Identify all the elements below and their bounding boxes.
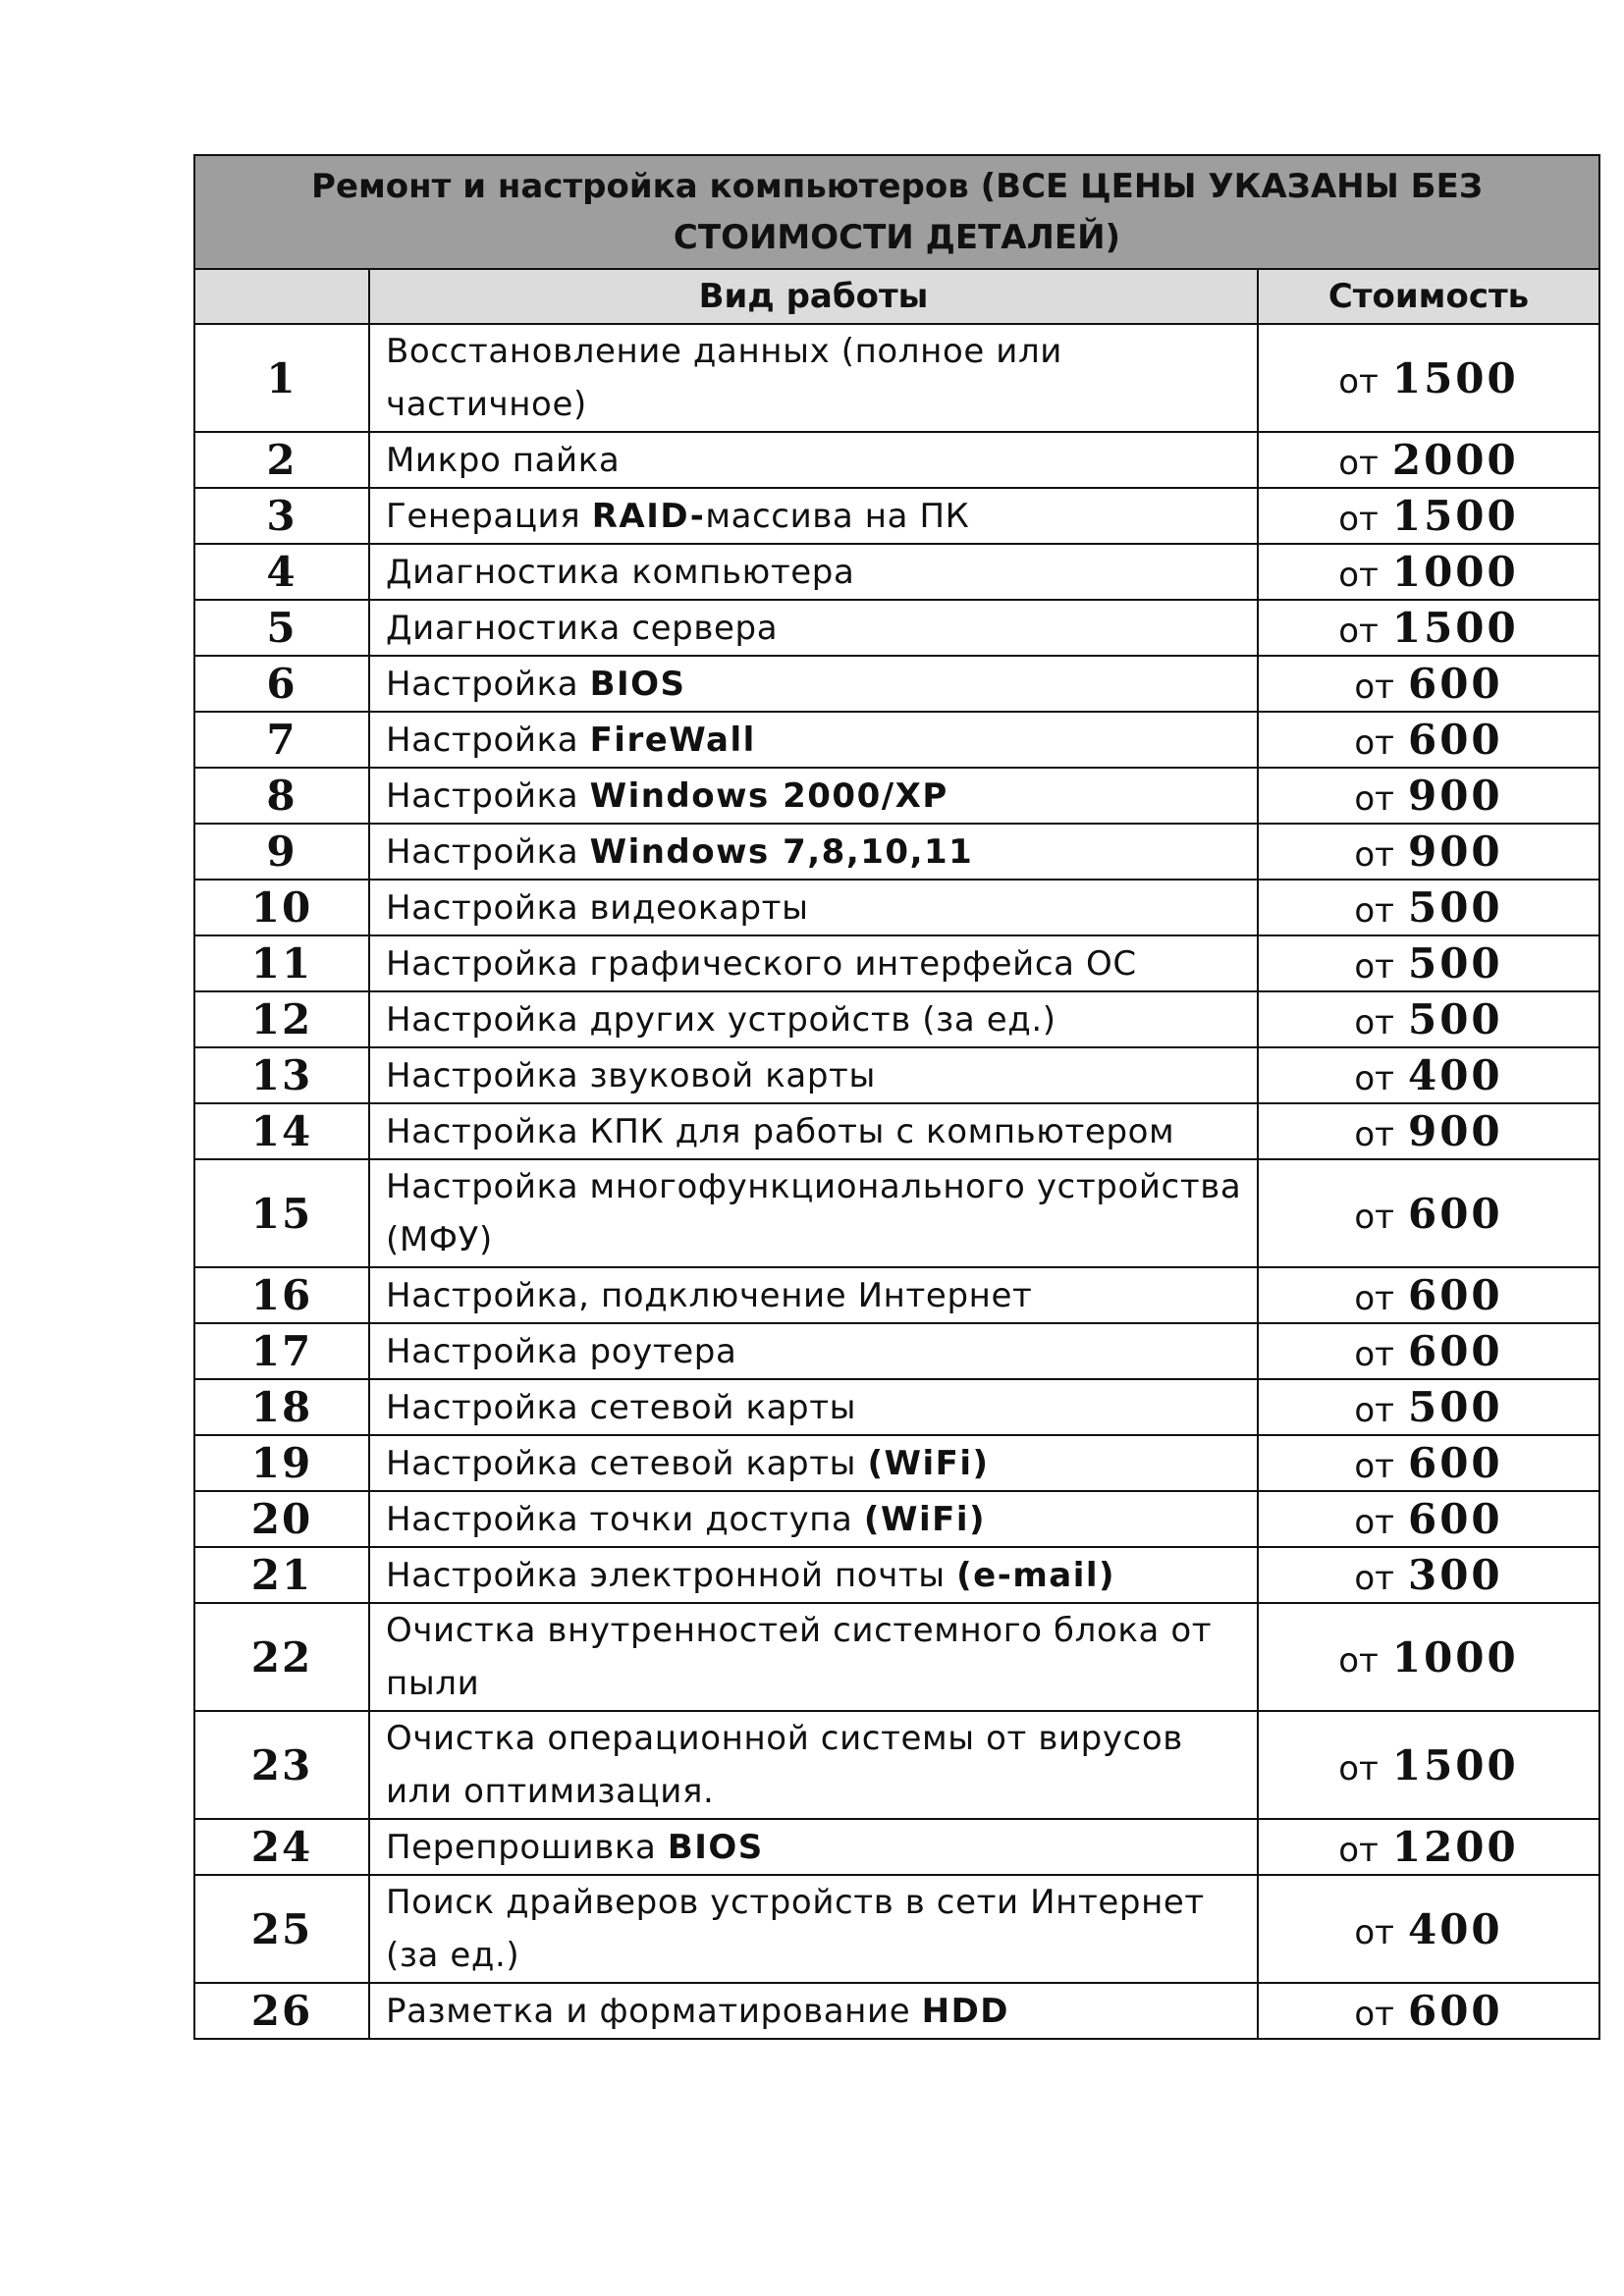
table-row [194,1711,1599,1819]
table-row [194,656,1599,712]
price-amount: 1000 [1391,1632,1519,1682]
price-cell [1258,1159,1599,1267]
row-number: 20 [194,1491,369,1547]
table-row [194,1379,1599,1435]
table-row [194,600,1599,656]
table-row [194,768,1599,824]
price-amount: 600 [1407,1987,1503,2035]
work-text: Перепрошивка [386,1827,668,1867]
row-number: 11 [194,935,369,991]
price-prefix: от [1338,500,1379,539]
work-highlight: BIOS [589,664,686,704]
price-cell [1258,1379,1599,1435]
table-row [194,1323,1599,1379]
row-number: 24 [194,1819,369,1875]
table-row [194,824,1599,880]
work-text: Настройка многофункционального устройства (МФУ) [386,1167,1242,1259]
work-description [369,544,1258,600]
header-num [194,269,369,324]
row-number: 6 [194,656,369,712]
price-amount: 500 [1407,1383,1503,1431]
work-highlight: (WiFi) [867,1443,990,1483]
work-description [369,1323,1258,1379]
price-cell [1258,935,1599,991]
work-description [369,1435,1258,1491]
work-text-tail: массива на ПК [705,496,970,536]
price-cell [1258,1047,1599,1103]
table-row [194,432,1599,488]
table-row [194,1159,1599,1267]
work-text: Очистка операционной системы от вирусов или оптимизация. [386,1719,1183,1811]
price-prefix: от [1354,779,1394,819]
work-description [369,1267,1258,1323]
title-row [194,155,1599,269]
table-row [194,1547,1599,1603]
price-cell [1258,1323,1599,1379]
price-amount: 1500 [1391,353,1519,402]
work-description [369,1379,1258,1435]
work-description [369,1047,1258,1103]
work-description [369,1819,1258,1875]
price-prefix: от [1354,667,1394,707]
price-prefix: от [1338,1831,1379,1870]
row-number: 25 [194,1875,369,1983]
work-description [369,824,1258,880]
table-row [194,1983,1599,2039]
price-cell [1258,1103,1599,1159]
work-description [369,1603,1258,1711]
work-text: Настройка [386,720,590,760]
work-text: Настройка точки доступа [386,1499,864,1539]
table-row [194,1435,1599,1491]
price-amount: 1000 [1391,548,1519,596]
price-amount: 1500 [1391,1740,1519,1789]
price-amount: 400 [1407,1904,1503,1953]
price-cell [1258,600,1599,656]
table-row [194,1819,1599,1875]
table-row [194,1491,1599,1547]
row-number: 19 [194,1435,369,1491]
work-text: Настройка [386,831,590,872]
work-text: Настройка [386,664,590,704]
price-amount: 900 [1407,1107,1503,1155]
row-number: 14 [194,1103,369,1159]
work-text: Настройка других устройств (за ед.) [386,999,1056,1040]
price-prefix: от [1338,1640,1379,1681]
price-prefix: от [1354,1447,1394,1486]
price-prefix: от [1354,891,1394,931]
work-highlight: Windows 7,8,10,11 [589,831,974,872]
price-cell [1258,656,1599,712]
work-text: Настройка электронной почты [386,1555,957,1595]
price-prefix: от [1338,361,1379,401]
row-number: 4 [194,544,369,600]
price-prefix: от [1354,835,1394,875]
row-number: 22 [194,1603,369,1711]
work-description [369,1159,1258,1267]
column-header-row [194,269,1599,324]
price-prefix: от [1354,1003,1394,1042]
price-cell [1258,1491,1599,1547]
price-prefix: от [1338,556,1379,595]
work-description [369,1983,1258,2039]
work-description [369,1875,1258,1983]
row-number: 9 [194,824,369,880]
price-prefix: от [1354,1197,1394,1237]
work-description [369,991,1258,1047]
price-amount: 600 [1407,1439,1503,1487]
price-prefix: от [1354,1279,1394,1318]
table-row [194,1103,1599,1159]
price-amount: 900 [1407,772,1503,820]
price-amount: 1200 [1391,1823,1519,1871]
price-prefix: от [1338,1748,1379,1789]
price-amount: 400 [1407,1051,1503,1099]
price-prefix: от [1354,1559,1394,1598]
price-prefix: от [1354,1503,1394,1542]
price-cell [1258,544,1599,600]
work-description [369,600,1258,656]
price-cell [1258,1983,1599,2039]
row-number: 3 [194,488,369,544]
work-highlight: FireWall [589,720,756,760]
work-description [369,432,1258,488]
work-highlight: (WiFi) [863,1499,987,1539]
price-prefix: от [1338,444,1379,483]
table-row [194,544,1599,600]
work-highlight: BIOS [667,1827,764,1867]
price-prefix: от [1354,1059,1394,1098]
row-number: 10 [194,880,369,935]
row-number: 5 [194,600,369,656]
price-amount: 600 [1407,660,1503,708]
price-prefix: от [1354,947,1394,987]
row-number: 23 [194,1711,369,1819]
price-amount: 500 [1407,939,1503,988]
price-amount: 300 [1407,1551,1503,1599]
price-cell [1258,432,1599,488]
table-title: Ремонт и настройка компьютеров (ВСЕ ЦЕНЫ УКАЗАНЫ БЕЗ СТОИМОСТИ ДЕТАЛЕЙ) [194,155,1599,269]
price-prefix: от [1354,1995,1394,2034]
work-description [369,712,1258,768]
work-description [369,1103,1258,1159]
work-text: Очистка внутренностей системного блока от пыли [386,1611,1213,1703]
row-number: 17 [194,1323,369,1379]
work-text: Диагностика компьютера [386,552,855,592]
table-row [194,935,1599,991]
table-row [194,712,1599,768]
work-text: Микро пайка [386,440,621,480]
work-text: Настройка видеокарты [386,887,809,928]
work-description [369,324,1258,432]
price-prefix: от [1354,1335,1394,1374]
row-number: 15 [194,1159,369,1267]
work-highlight: HDD [921,1991,1010,2031]
price-cell [1258,1819,1599,1875]
row-number: 1 [194,324,369,432]
work-description [369,935,1258,991]
price-prefix: от [1354,1115,1394,1154]
price-cell [1258,324,1599,432]
work-highlight: (e-mail) [956,1555,1116,1595]
work-text: Разметка и форматирование [386,1991,922,2031]
price-amount: 600 [1407,1327,1503,1375]
table-body [194,324,1599,2039]
price-cell [1258,1547,1599,1603]
header-work: Вид работы [369,269,1258,324]
price-amount: 600 [1407,1189,1503,1238]
work-description [369,880,1258,935]
price-cell [1258,488,1599,544]
table-row [194,880,1599,935]
work-description [369,656,1258,712]
price-amount: 600 [1407,716,1503,764]
work-description [369,1547,1258,1603]
price-amount: 600 [1407,1271,1503,1319]
row-number: 7 [194,712,369,768]
table-row [194,1603,1599,1711]
price-cell [1258,1603,1599,1711]
row-number: 8 [194,768,369,824]
price-cell [1258,1435,1599,1491]
work-description [369,1711,1258,1819]
row-number: 13 [194,1047,369,1103]
header-price: Стоимость [1258,269,1599,324]
row-number: 2 [194,432,369,488]
table-row [194,1047,1599,1103]
work-text: Настройка сетевой карты [386,1387,857,1427]
table-row [194,991,1599,1047]
price-amount: 2000 [1391,436,1519,484]
work-text: Настройка КПК для работы с компьютером [386,1111,1175,1151]
price-amount: 1500 [1391,604,1519,652]
table-row [194,1267,1599,1323]
work-text: Настройка [386,775,590,816]
price-cell [1258,824,1599,880]
work-description [369,1491,1258,1547]
row-number: 18 [194,1379,369,1435]
work-text: Генерация [386,496,592,536]
row-number: 12 [194,991,369,1047]
price-prefix: от [1354,723,1394,763]
price-prefix: от [1338,612,1379,651]
price-cell [1258,1711,1599,1819]
table-row [194,324,1599,432]
price-cell [1258,712,1599,768]
price-prefix: от [1354,1391,1394,1430]
price-amount: 900 [1407,828,1503,876]
price-amount: 600 [1407,1495,1503,1543]
work-text: Настройка графического интерфейса ОС [386,943,1137,984]
work-description [369,768,1258,824]
price-amount: 500 [1407,883,1503,932]
price-cell [1258,991,1599,1047]
price-cell [1258,768,1599,824]
price-cell [1258,1875,1599,1983]
work-text: Настройка, подключение Интернет [386,1275,1033,1315]
price-amount: 1500 [1391,492,1519,540]
price-amount: 500 [1407,995,1503,1043]
price-prefix: от [1354,1912,1394,1952]
work-description [369,488,1258,544]
row-number: 26 [194,1983,369,2039]
price-table [193,154,1600,2040]
work-highlight: Windows 2000/XP [589,775,948,816]
row-number: 16 [194,1267,369,1323]
row-number: 21 [194,1547,369,1603]
work-text: Настройка звуковой карты [386,1055,876,1095]
work-text: Диагностика сервера [386,608,779,648]
work-text: Поиск драйверов устройств в сети Интернет (за ед.) [386,1883,1205,1975]
table-row [194,1875,1599,1983]
work-highlight: RAID- [591,496,706,536]
work-text: Настройка роутера [386,1331,737,1371]
work-text: Восстановление данных (полное или частичное) [386,332,1063,424]
price-cell [1258,1267,1599,1323]
price-cell [1258,880,1599,935]
work-text: Настройка сетевой карты [386,1443,868,1483]
table-row [194,488,1599,544]
